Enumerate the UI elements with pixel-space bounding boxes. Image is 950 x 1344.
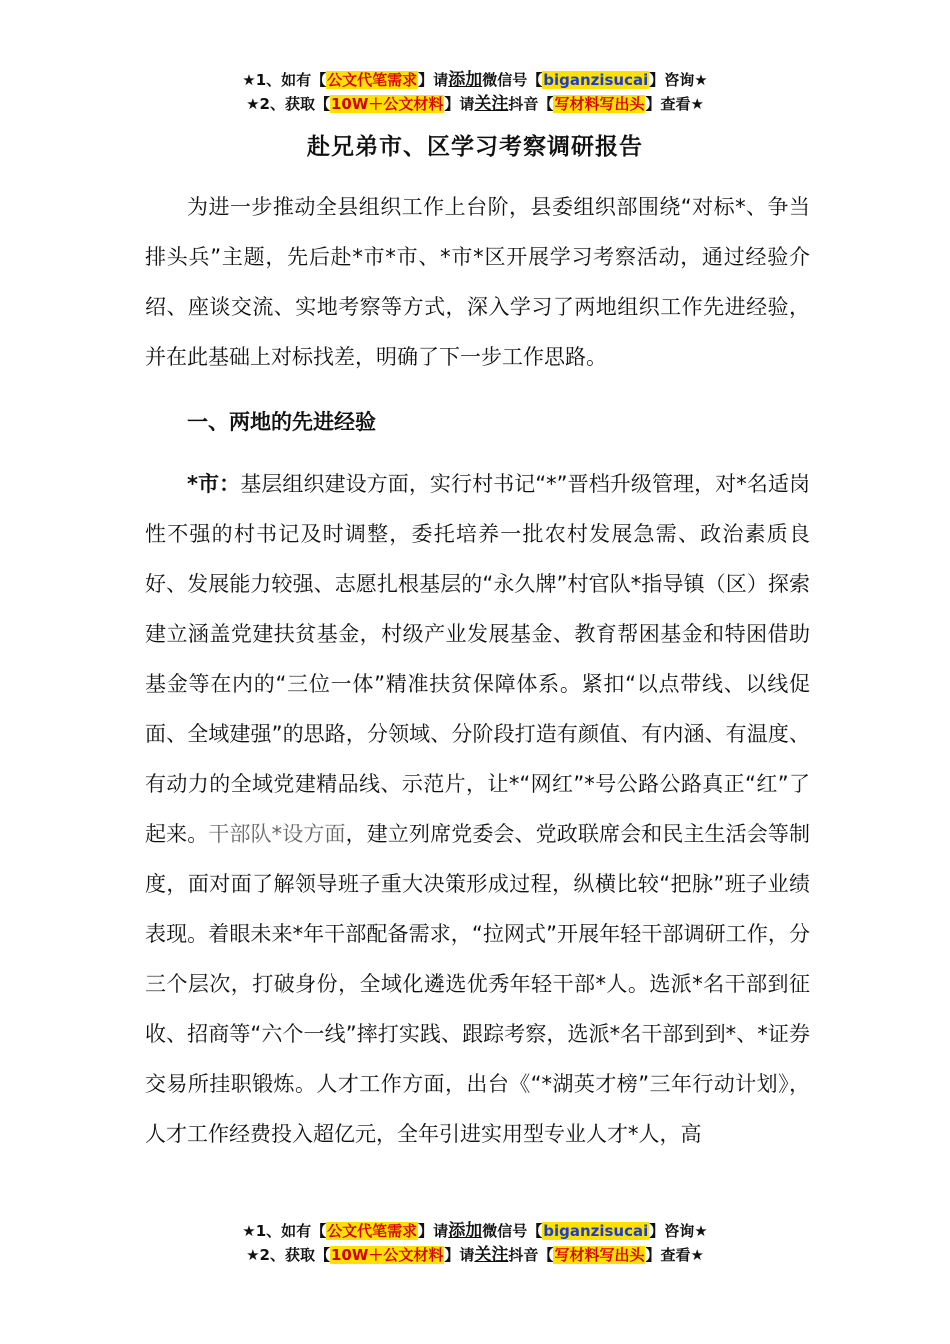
promo-text: ★2、获取【 (246, 95, 330, 113)
promo-douyin-id: 写材料写出头 (554, 95, 645, 113)
intro-text: 为进一步推动全县组织工作上台阶，县委组织部围绕“对标*、争当排头兵”主题，先后赴*市*市、*市*区开展学习考察活动，通过经验介绍、座谈交流、实地考察等方式，深入学习了两地组织工作先进经验，并在此基础上对标找差，明确了下一步工作思路。 (145, 195, 810, 369)
promo-text: 】请 (444, 95, 475, 113)
promo-highlight: 公文代笔需求 (327, 1222, 418, 1240)
paragraph-gray-text: 干部队*设方面 (208, 822, 346, 846)
promo-text: 】查看★ (645, 95, 704, 113)
promo-emphasis: 关注 (474, 1245, 509, 1265)
paragraph-lead: *市： (187, 472, 241, 496)
promo-line-2 (0, 1243, 950, 1267)
promo-text: 】咨询★ (649, 1222, 708, 1240)
promo-text: 抖音【 (508, 95, 554, 113)
promo-line-1 (0, 1219, 950, 1243)
promo-highlight: 10W＋公文材料 (330, 1246, 444, 1264)
promo-douyin-id: 写材料写出头 (554, 1246, 645, 1264)
intro-paragraph (145, 182, 810, 382)
promo-text: 】查看★ (645, 1246, 704, 1264)
promo-text: 微信号【 (482, 71, 543, 89)
promo-text: ★2、获取【 (246, 1246, 330, 1264)
promo-text: ★1、如有【 (242, 1222, 327, 1240)
body-paragraph (145, 459, 810, 1159)
paragraph-text-cont: ，建立列席党委会、党政联席会和民主生活会等制度，面对面了解领导班子重大决策形成过程，纵横比较“把脉”班子业绩表现。着眼未来*年干部配备需求，“拉网式”开展年轻干部调研工作，分三个层次，打破身份，全域化遴选优秀年轻干部*人。选派*名干部到征收、招商等“六个一线”摔打实践、跟踪考察，选派*名干部到到*、*证券交易所挂职锻炼。人才工作方面，出台《“*湖英才榜”三年行动计划》，人才工作经费投入超亿元，全年引进实用型专业人才*人，高 (145, 822, 811, 1146)
promo-line-1 (0, 68, 950, 92)
promo-text: 】请 (418, 71, 449, 89)
promo-text: 抖音【 (508, 1246, 554, 1264)
body-text (145, 459, 810, 1159)
section-heading: 一、两地的先进经验 (187, 410, 376, 434)
promo-banner-bottom (0, 1219, 950, 1267)
paragraph-text: 基层组织建设方面，实行村书记“*”晋档升级管理，对*名适岗性不强的村书记及时调整，委托培养一批农村发展急需、政治素质良好、发展能力较强、志愿扎根基层的“永久牌”村官队*指导镇（区）探索建立涵盖党建扶贫基金，村级产业发展基金、教育帮困基金和特困借助基金等在内的“三位一体”精准扶贫保障体系。紧扣“以点带线、以线促面、全域建强”的思路，分领域、分阶段打造有颜值、有内涵、有温度、有动力的全域党建精品线、示范片，让*“网红”*号公路公路真正“红”了起来。 (145, 472, 810, 846)
promo-text: 微信号【 (482, 1222, 543, 1240)
promo-emphasis: 添加 (448, 70, 483, 90)
promo-emphasis: 添加 (448, 1221, 483, 1241)
promo-emphasis: 关注 (474, 94, 509, 114)
promo-line-2 (0, 92, 950, 116)
promo-highlight: 公文代笔需求 (327, 71, 418, 89)
promo-wechat-id: biganzisucai (543, 71, 649, 89)
promo-highlight: 10W＋公文材料 (330, 95, 444, 113)
promo-text: 】请 (418, 1222, 449, 1240)
promo-text: 】咨询★ (649, 71, 708, 89)
promo-banner-top (0, 68, 950, 116)
promo-wechat-id: biganzisucai (543, 1222, 649, 1240)
promo-text: ★1、如有【 (242, 71, 327, 89)
promo-text: 】请 (444, 1246, 475, 1264)
document-title: 赴兄弟市、区学习考察调研报告 (307, 134, 643, 160)
